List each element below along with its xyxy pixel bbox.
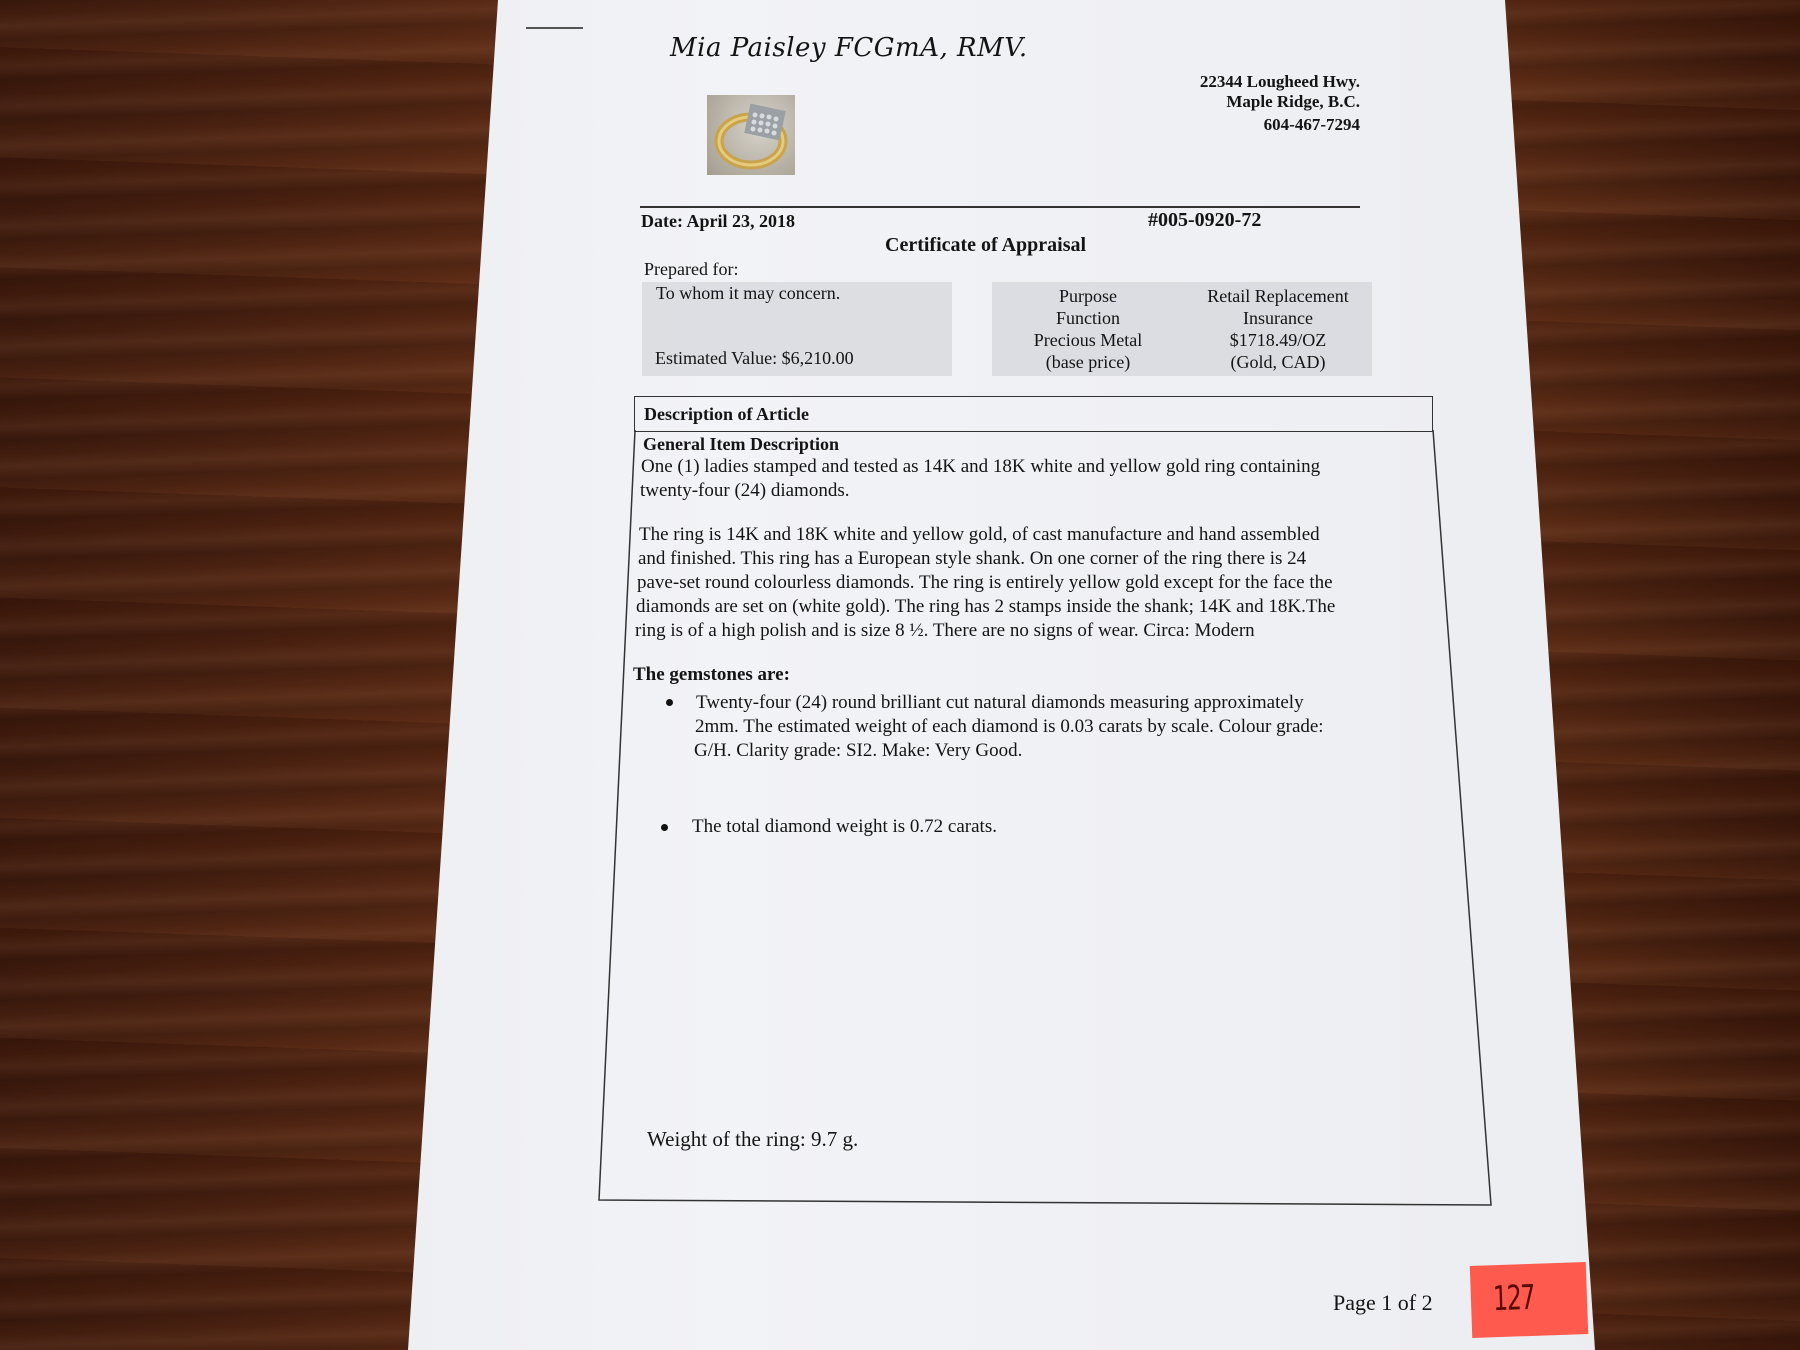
info-value-purpose: Retail Replacement <box>1207 286 1349 306</box>
lot-number: 127 <box>1492 1277 1535 1320</box>
bullet1-line2: 2mm. The estimated weight of each diamond is 0.03 carats by scale. Colour grade: <box>695 716 1324 737</box>
document-title: Certificate of Appraisal <box>885 234 1087 256</box>
para1-line2: twenty-four (24) diamonds. <box>640 480 850 501</box>
para1-line1: One (1) ladies stamped and tested as 14K and 18K white and yellow gold ring containing <box>641 456 1321 477</box>
info-value-function: Insurance <box>1243 308 1313 328</box>
para2-line3: pave-set round colourless diamonds. The ring is entirely yellow gold except for the face the <box>637 572 1333 593</box>
para2-line5: ring is of a high polish and is size 8 ½. There are no signs of wear. Circa: Modern <box>635 620 1255 641</box>
info-label-function: Function <box>1055 308 1120 328</box>
bullet-dot-2 <box>661 824 668 831</box>
appraiser-signature: Mia Paisley FCGmA, RMV. <box>670 33 1028 63</box>
ring-weight: Weight of the ring: 9.7 g. <box>647 1127 859 1151</box>
page-number: Page 1 of 2 <box>1333 1290 1433 1315</box>
estimated-value: Estimated Value: $6,210.00 <box>655 348 854 368</box>
address-line-1: 22344 Lougheed Hwy. <box>1199 72 1360 91</box>
general-item-heading: General Item Description <box>643 434 839 454</box>
bullet-dot-1 <box>666 699 673 706</box>
address-line-2: Maple Ridge, B.C. <box>1226 92 1360 111</box>
description-title: Description of Article <box>644 404 809 424</box>
info-value-currency: (Gold, CAD) <box>1230 352 1326 372</box>
appraisal-date: Date: April 23, 2018 <box>641 211 795 231</box>
bullet1-line3: G/H. Clarity grade: SI2. Make: Very Good. <box>694 740 1023 761</box>
certificate-number: #005-0920-72 <box>1148 209 1262 231</box>
info-value-metal-price: $1718.49/OZ <box>1229 330 1327 350</box>
info-label-base: (base price) <box>1045 352 1131 372</box>
phone-number: 604-467-7294 <box>1263 115 1360 134</box>
para2-line4: diamonds are set on (white gold). The ring has 2 stamps inside the shank; 14K and 18K.The <box>636 596 1336 617</box>
para2-line2: and finished. This ring has a European style shank. On one corner of the ring there is 24 <box>638 548 1307 569</box>
para2-line1: The ring is 14K and 18K white and yellow gold, of cast manufacture and hand assembled <box>639 524 1320 545</box>
info-label-metal: Precious Metal <box>1033 330 1143 350</box>
lot-sticker <box>1470 1262 1588 1338</box>
bullet1-line1: Twenty-four (24) round brilliant cut natural diamonds measuring approximately <box>696 692 1304 713</box>
total-diamond-weight: The total diamond weight is 0.72 carats. <box>692 816 997 837</box>
info-label-purpose: Purpose <box>1059 286 1117 306</box>
prepared-for-label: Prepared for: <box>644 259 739 279</box>
recipient: To whom it may concern. <box>656 283 841 303</box>
gemstones-heading: The gemstones are: <box>633 664 790 685</box>
